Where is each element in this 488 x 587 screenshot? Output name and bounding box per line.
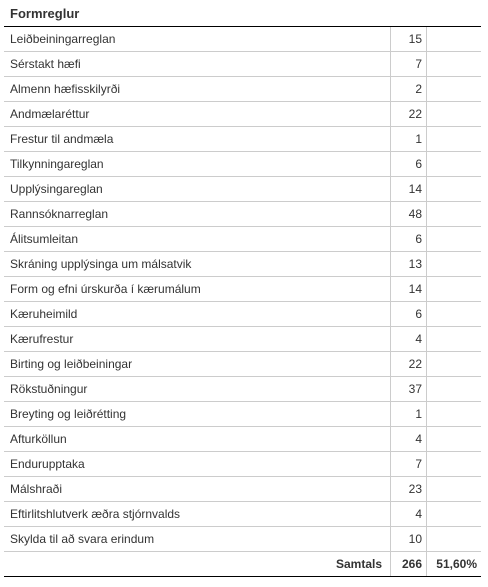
row-name: Frestur til andmæla (4, 127, 391, 152)
table-footer (4, 552, 481, 577)
row-count: 1 (391, 402, 427, 427)
table-row (4, 102, 481, 127)
row-name: Kærufrestur (4, 327, 391, 352)
row-percent (427, 27, 482, 52)
row-count: 7 (391, 452, 427, 477)
table-row (4, 352, 481, 377)
table-title: Formreglur (10, 6, 80, 21)
row-percent (427, 477, 482, 502)
row-percent (427, 252, 482, 277)
row-name: Rannsóknarreglan (4, 202, 391, 227)
table-row (4, 427, 481, 452)
row-count: 4 (391, 427, 427, 452)
row-name: Eftirlitshlutverk æðra stjórnvalds (4, 502, 391, 527)
row-percent (427, 77, 482, 102)
table-row (4, 477, 481, 502)
row-percent (427, 227, 482, 252)
total-percent: 51,60% (427, 552, 482, 577)
table-row (4, 302, 481, 327)
table-row (4, 202, 481, 227)
table-row (4, 402, 481, 427)
row-percent (427, 277, 482, 302)
row-count: 22 (391, 102, 427, 127)
row-percent (427, 352, 482, 377)
row-percent (427, 327, 482, 352)
table-row (4, 377, 481, 402)
row-name: Almenn hæfisskilyrði (4, 77, 391, 102)
row-count: 14 (391, 177, 427, 202)
table-row (4, 277, 481, 302)
table-row (4, 152, 481, 177)
row-count: 4 (391, 327, 427, 352)
row-percent (427, 402, 482, 427)
table-row (4, 502, 481, 527)
row-count: 14 (391, 277, 427, 302)
row-count: 23 (391, 477, 427, 502)
row-count: 37 (391, 377, 427, 402)
row-percent (427, 377, 482, 402)
row-percent (427, 427, 482, 452)
row-percent (427, 302, 482, 327)
total-row (4, 552, 481, 577)
total-count: 266 (391, 552, 427, 577)
table-row (4, 127, 481, 152)
row-name: Afturköllun (4, 427, 391, 452)
row-name: Leiðbeiningarreglan (4, 27, 391, 52)
row-name: Upplýsingareglan (4, 177, 391, 202)
row-percent (427, 102, 482, 127)
row-percent (427, 452, 482, 477)
formreglur-table (4, 27, 481, 577)
row-count: 7 (391, 52, 427, 77)
row-percent (427, 502, 482, 527)
table-row (4, 77, 481, 102)
row-name: Breyting og leiðrétting (4, 402, 391, 427)
table-row (4, 52, 481, 77)
table-row (4, 227, 481, 252)
row-name: Málshraði (4, 477, 391, 502)
row-name: Endurupptaka (4, 452, 391, 477)
row-name: Sérstakt hæfi (4, 52, 391, 77)
row-name: Skráning upplýsinga um málsatvik (4, 252, 391, 277)
table-row (4, 452, 481, 477)
row-percent (427, 127, 482, 152)
row-percent (427, 202, 482, 227)
row-percent (427, 527, 482, 552)
row-name: Skylda til að svara erindum (4, 527, 391, 552)
row-count: 13 (391, 252, 427, 277)
row-count: 6 (391, 302, 427, 327)
row-count: 15 (391, 27, 427, 52)
total-label: Samtals (4, 552, 391, 577)
row-name: Birting og leiðbeiningar (4, 352, 391, 377)
row-name: Kæruheimild (4, 302, 391, 327)
row-name: Andmælaréttur (4, 102, 391, 127)
row-count: 1 (391, 127, 427, 152)
row-name: Tilkynningareglan (4, 152, 391, 177)
row-count: 48 (391, 202, 427, 227)
row-count: 10 (391, 527, 427, 552)
row-name: Rökstuðningur (4, 377, 391, 402)
row-percent (427, 177, 482, 202)
row-name: Form og efni úrskurða í kærumálum (4, 277, 391, 302)
row-count: 6 (391, 152, 427, 177)
table-row (4, 527, 481, 552)
table-row (4, 27, 481, 52)
row-percent (427, 152, 482, 177)
table-body (4, 27, 481, 552)
row-count: 6 (391, 227, 427, 252)
table-row (4, 327, 481, 352)
row-count: 22 (391, 352, 427, 377)
table-row (4, 177, 481, 202)
row-count: 2 (391, 77, 427, 102)
row-name: Álitsumleitan (4, 227, 391, 252)
row-count: 4 (391, 502, 427, 527)
table-row (4, 252, 481, 277)
row-percent (427, 52, 482, 77)
